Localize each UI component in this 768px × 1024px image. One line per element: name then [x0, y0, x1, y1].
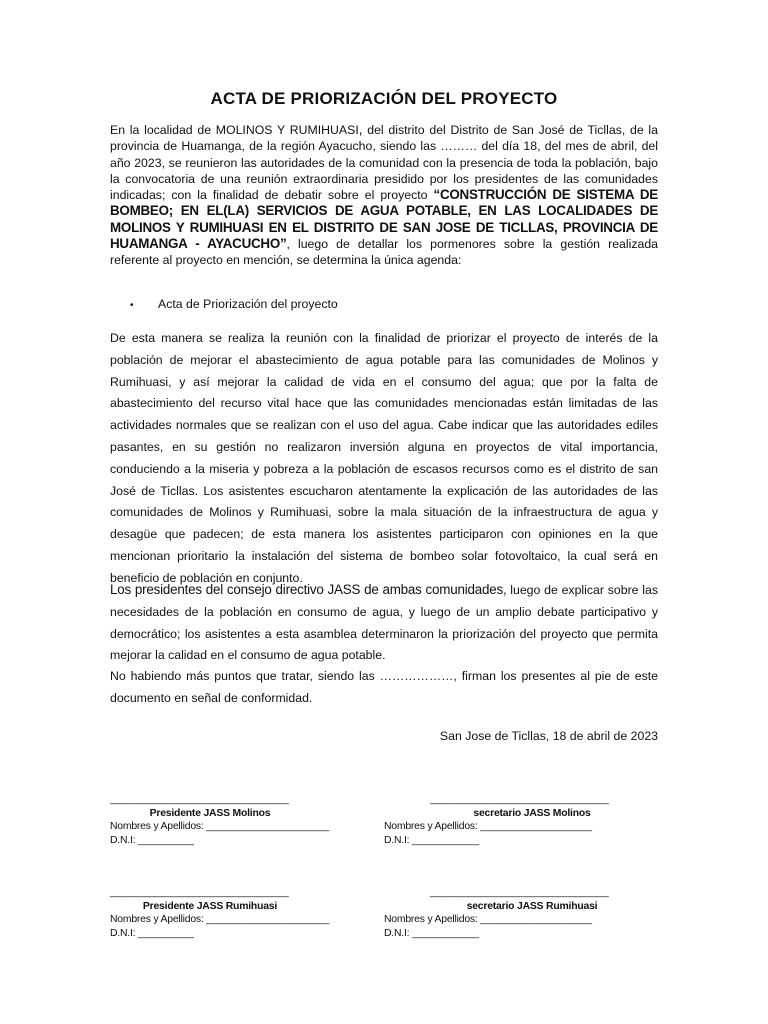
names-field: Nombres y Apellidos: ______________________ — [110, 821, 330, 832]
paragraph-closing: No habiendo más puntos que tratar, siendo las ………………, firman los presentes al pie de este documento en señal de conformidad. — [110, 669, 658, 705]
signature-line: ________________________________ — [430, 887, 609, 898]
intro-text-2: del distrito del Distrito de San José de Ticllas, de la provincia de Huamanga, de la región Ayacucho, siendo las ……… del día 18, del mes de abril, del año 2023, se reunieron las autoridades de la comunidad con la presencia de toda la población, bajo la convocatoria de una reunión extraordinaria presidido por los presidentes de las comunidades indicadas; con la finalidad de debatir sobre el proyecto — [110, 123, 658, 203]
signature-role: secretario JASS Molinos — [473, 807, 591, 819]
dni-field: D.N.I: ____________ — [384, 834, 479, 846]
signature-line: ________________________________ — [430, 794, 609, 805]
signature-block-president-rumihuasi — [110, 886, 330, 940]
intro-text-3: , luego de detallar los pormenores sobre la gestión realizada referente al proyecto en mención, se determina la única agenda: — [110, 237, 658, 268]
dni-field: D.N.I: __________ — [110, 927, 194, 939]
signature-line: ________________________________ — [110, 887, 289, 898]
agenda-list-item — [130, 297, 338, 311]
names-field: Nombres y Apellidos: ____________________ — [384, 821, 592, 832]
dni-field: D.N.I: __________ — [110, 834, 194, 846]
signature-block-secretary-molinos — [384, 793, 634, 847]
paragraph-presidents — [110, 579, 658, 667]
paragraph-meeting-purpose: De esta manera se realiza la reunión con la finalidad de priorizar el proyecto de interés de la población de mejorar el abastecimiento de agua potable para las comunidades de Molinos y Rumihuasi, y así mejorar la calidad de vida en el consumo del agua; que por la falta de abastecimiento del recurso vital hace que las comunidades mencionadas están limitadas de las actividades normales que se realizan con el uso del agua. Cabe indicar que las autoridades ediles pasantes, en su gestión no realizaron inversión alguna en proyectos de vital importancia, conduciendo a la miseria y pobreza a la población de escasos recursos como es el distrito de san José de Ticllas. Los asistentes escucharon atentamente la explicación de las autoridades de las comunidades de Molinos y Rumihuasi, sobre la mala situación de la infraestructura de agua y desagüe que padecen; de esta manera los asistentes participaron con opiniones en la que mencionan prioritario la instalación del sistema de bombeo solar fotovoltaico, la cual será en beneficio de población en conjunto. — [110, 331, 658, 585]
intro-comma: , — [358, 122, 363, 137]
signature-block-secretary-rumihuasi — [384, 886, 634, 940]
dni-field: D.N.I: ____________ — [384, 927, 479, 939]
signature-role: Presidente JASS Rumihuasi — [142, 900, 278, 912]
intro-paragraph — [110, 122, 658, 269]
signature-line: ________________________________ — [110, 794, 289, 805]
date-line: San Jose de Ticllas, 18 de abril de 2023 — [439, 729, 658, 743]
names-field: Nombres y Apellidos: ______________________ — [110, 914, 330, 925]
intro-text-1: En la localidad de MOLINOS Y RUMIHUASI — [110, 123, 359, 137]
signature-role: secretario JASS Rumihuasi — [466, 900, 598, 912]
signature-role: Presidente JASS Molinos — [149, 807, 271, 819]
paragraph-presidents-rest: luego de explicar sobre las necesidades de la población en consumo de agua, y luego de un amplio debate participativo y democrático; los asistentes a esta asamblea determinaron la priorización del proyecto que permita mejorar la calidad en el consumo de agua potable. — [110, 583, 658, 663]
paragraph-presidents-lead: Los presidentes del consejo directivo JASS de ambas comunidades, — [110, 582, 507, 597]
signature-block-president-molinos — [110, 793, 330, 847]
project-name: “CONSTRUCCIÓN DE SISTEMA DE BOMBEO; EN EL(LA) SERVICIOS DE AGUA POTABLE, EN LAS LOCALIDADES DE MOLINOS Y RUMIHUASI EN EL DISTRITO DE SAN JOSE DE TICLLAS, PROVINCIA DE HUAMANGA - AYACUCHO” — [110, 187, 658, 252]
bullet-icon: • — [130, 300, 134, 311]
document-title: ACTA DE PRIORIZACIÓN DEL PROYECTO — [210, 89, 558, 108]
names-field: Nombres y Apellidos: ____________________ — [384, 914, 592, 925]
agenda-item-text: Acta de Priorización del proyecto — [158, 297, 338, 311]
